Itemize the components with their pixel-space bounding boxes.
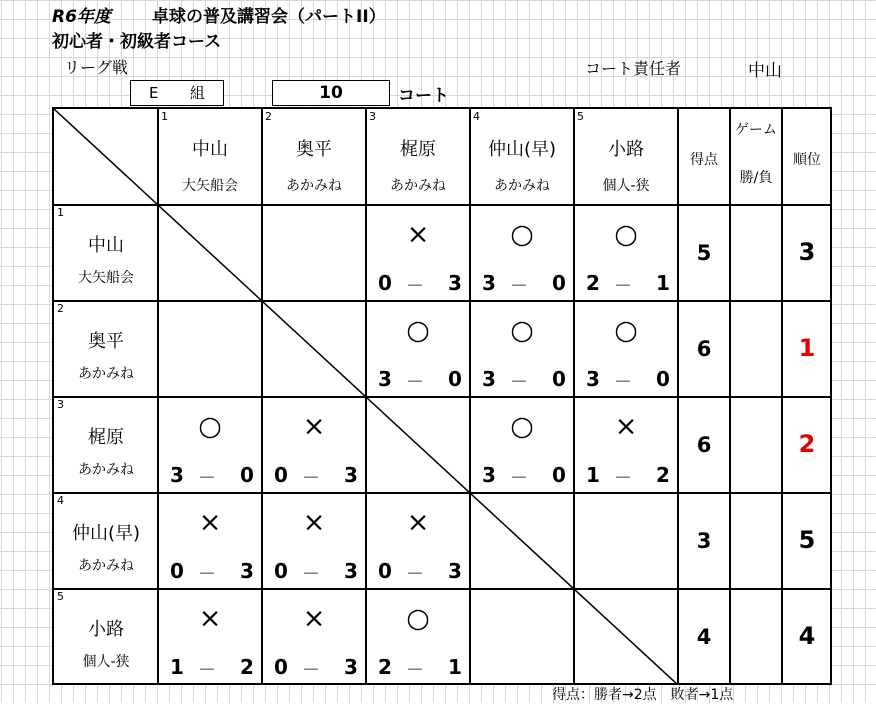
- diagonal-line: [54, 109, 830, 683]
- rank-value: 4: [798, 622, 816, 650]
- loss-mark: ×: [302, 603, 326, 634]
- row-player-name: 奥平: [88, 331, 124, 352]
- score-right: 0: [552, 367, 566, 391]
- page-title: 卓球の普及講習会（パートII）: [152, 7, 386, 27]
- row-player-number: 4: [57, 494, 64, 507]
- league-label: リーグ戦: [64, 58, 129, 77]
- loss-mark: ×: [198, 603, 222, 634]
- points-value: 6: [696, 433, 712, 457]
- score-dash: －: [198, 660, 216, 681]
- score-left: 0: [274, 559, 288, 583]
- score-dash: －: [510, 276, 528, 297]
- score-left: 2: [378, 655, 392, 679]
- score-left: 3: [170, 463, 184, 487]
- group-box: [130, 80, 224, 106]
- win-loss-header: 勝/負: [739, 170, 773, 186]
- column-player-club: あかみね: [494, 178, 550, 194]
- points-value: 3: [696, 529, 712, 553]
- loss-mark: ×: [198, 507, 222, 538]
- score-left: 0: [378, 271, 392, 295]
- score-right: 0: [552, 463, 566, 487]
- score-dash: －: [302, 564, 320, 585]
- score-right: 3: [344, 559, 358, 583]
- score-right: 3: [448, 559, 462, 583]
- score-dash: －: [510, 372, 528, 393]
- win-mark: ○: [406, 603, 430, 634]
- loss-mark: ×: [614, 411, 638, 442]
- column-player-club: あかみね: [390, 178, 446, 194]
- score-dash: －: [614, 276, 632, 297]
- league-table: [52, 107, 832, 685]
- win-mark: ○: [406, 315, 430, 346]
- row-player-name: 仲山(早): [71, 523, 141, 544]
- score-right: 1: [656, 271, 670, 295]
- score-right: 1: [448, 655, 462, 679]
- score-left: 3: [586, 367, 600, 391]
- row-player-number: 5: [57, 590, 64, 603]
- score-right: 0: [656, 367, 670, 391]
- score-right: 3: [344, 463, 358, 487]
- column-player-name: 仲山(早): [487, 139, 557, 160]
- score-right: 2: [240, 655, 254, 679]
- column-player-number: 4: [473, 110, 480, 123]
- rank-value: 1: [798, 334, 816, 362]
- score-left: 0: [170, 559, 184, 583]
- win-mark: ○: [510, 411, 534, 442]
- course-label: 初心者・初級者コース: [52, 32, 222, 52]
- points-value: 5: [696, 241, 712, 265]
- loss-mark: ×: [302, 507, 326, 538]
- row-player-number: 1: [57, 206, 64, 219]
- score-left: 3: [378, 367, 392, 391]
- score-dash: －: [406, 564, 424, 585]
- score-left: 0: [274, 655, 288, 679]
- points-value: 6: [696, 337, 712, 361]
- score-left: 3: [482, 271, 496, 295]
- court-number-box: 10: [272, 80, 390, 106]
- score-right: 2: [656, 463, 670, 487]
- score-dash: －: [406, 276, 424, 297]
- court-manager-name: 中山: [748, 61, 782, 81]
- court-manager-label: コート責任者: [585, 59, 682, 78]
- column-player-club: 大矢船会: [182, 178, 238, 194]
- score-dash: －: [302, 468, 320, 489]
- game-header: ゲーム: [735, 122, 777, 138]
- score-right: 0: [240, 463, 254, 487]
- score-dash: －: [406, 372, 424, 393]
- column-player-number: 2: [265, 110, 272, 123]
- row-player-club: あかみね: [78, 462, 134, 478]
- row-player-club: あかみね: [78, 558, 134, 574]
- points-value: 4: [696, 625, 712, 649]
- column-player-club: あかみね: [286, 178, 342, 194]
- score-right: 0: [552, 271, 566, 295]
- court-label: コート: [398, 86, 449, 106]
- column-player-name: 奥平: [296, 139, 332, 160]
- score-left: 2: [586, 271, 600, 295]
- loss-mark: ×: [302, 411, 326, 442]
- row-player-club: 大矢船会: [78, 270, 134, 286]
- win-mark: ○: [510, 315, 534, 346]
- group-label: 組: [190, 84, 206, 102]
- win-mark: ○: [510, 219, 534, 250]
- column-player-number: 5: [577, 110, 584, 123]
- points-header: 得点: [690, 152, 718, 168]
- rank-value: 5: [798, 526, 816, 554]
- row-player-name: 中山: [88, 235, 124, 256]
- score-dash: －: [510, 468, 528, 489]
- row-player-name: 梶原: [88, 427, 124, 448]
- score-dash: －: [406, 660, 424, 681]
- win-mark: ○: [614, 315, 638, 346]
- column-player-name: 小路: [608, 139, 644, 160]
- scoring-note: 得点：勝者→2点 敗者→1点: [552, 687, 734, 703]
- row-player-number: 2: [57, 302, 64, 315]
- loss-mark: ×: [406, 219, 430, 250]
- column-player-name: 梶原: [400, 139, 436, 160]
- rank-header: 順位: [793, 152, 821, 168]
- column-player-number: 1: [161, 110, 168, 123]
- score-left: 3: [482, 367, 496, 391]
- score-dash: －: [198, 564, 216, 585]
- row-player-club: 個人-狭: [82, 654, 130, 670]
- rank-value: 2: [798, 430, 816, 458]
- score-left: 1: [586, 463, 600, 487]
- score-left: 1: [170, 655, 184, 679]
- win-mark: ○: [614, 219, 638, 250]
- score-right: 3: [344, 655, 358, 679]
- score-dash: －: [198, 468, 216, 489]
- score-dash: －: [302, 660, 320, 681]
- row-player-name: 小路: [88, 619, 124, 640]
- column-player-club: 個人-狭: [602, 178, 650, 194]
- row-player-club: あかみね: [78, 366, 134, 382]
- win-mark: ○: [198, 411, 222, 442]
- score-right: 0: [448, 367, 462, 391]
- title-year: R6年度: [52, 7, 111, 27]
- score-right: 3: [448, 271, 462, 295]
- score-right: 3: [240, 559, 254, 583]
- rank-value: 3: [798, 238, 816, 266]
- score-dash: －: [614, 372, 632, 393]
- score-left: 0: [378, 559, 392, 583]
- row-player-number: 3: [57, 398, 64, 411]
- score-left: 0: [274, 463, 288, 487]
- group-letter: E: [148, 84, 159, 102]
- loss-mark: ×: [406, 507, 430, 538]
- column-player-number: 3: [369, 110, 376, 123]
- score-left: 3: [482, 463, 496, 487]
- column-player-name: 中山: [192, 139, 228, 160]
- score-dash: －: [614, 468, 632, 489]
